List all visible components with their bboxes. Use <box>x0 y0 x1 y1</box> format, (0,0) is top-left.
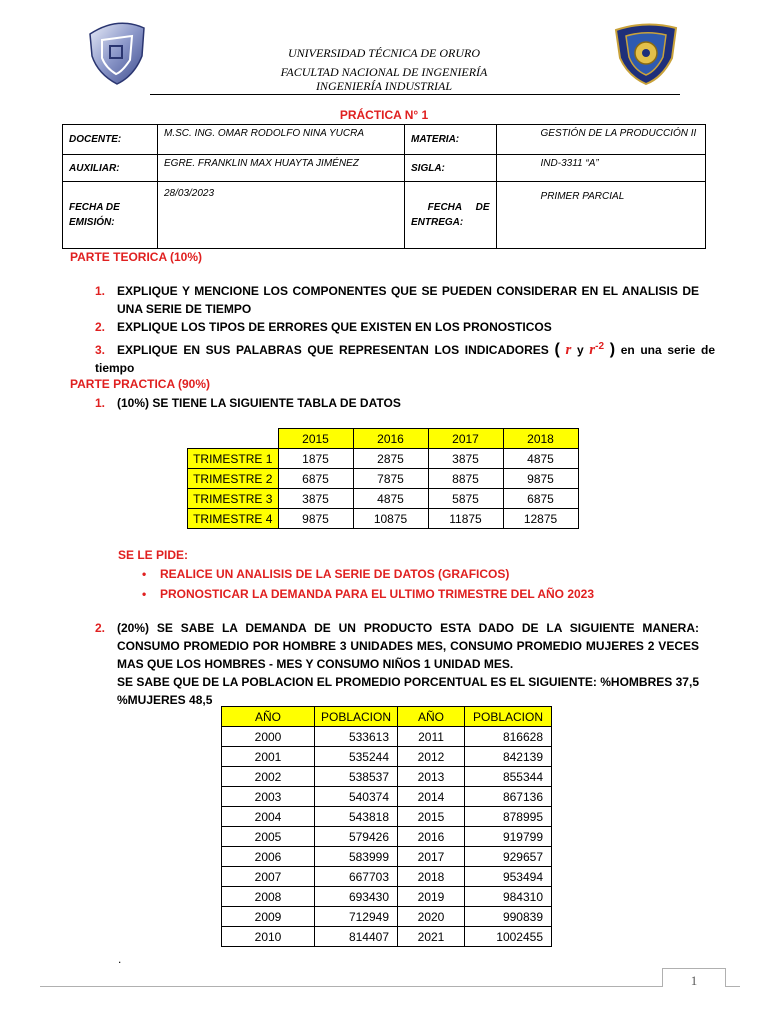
university-name: UNIVERSIDAD TÉCNICA DE ORURO <box>287 46 481 60</box>
table-cell: 842139 <box>465 747 552 767</box>
table-cell: 9875 <box>503 469 578 489</box>
table-cell: 855344 <box>465 767 552 787</box>
table-cell: 2008 <box>222 887 315 907</box>
practice-question-1: 1. (10%) SE TIENE LA SIGUIENTE TABLA DE DATOS <box>95 396 401 410</box>
quarter-label: TRIMESTRE 1 <box>188 449 279 469</box>
table-cell: 3875 <box>278 489 353 509</box>
table-row <box>188 509 579 529</box>
docente-label: DOCENTE: <box>63 125 158 155</box>
table-cell: 6875 <box>503 489 578 509</box>
table-cell: 9875 <box>278 509 353 529</box>
header-divider <box>150 94 680 95</box>
table-row <box>188 469 579 489</box>
table-cell: 540374 <box>315 787 398 807</box>
year-header: AÑO <box>398 707 465 727</box>
table-cell: 929657 <box>465 847 552 867</box>
table-cell: 2014 <box>398 787 465 807</box>
practice-section-title: PARTE PRACTICA (90%) <box>70 377 211 391</box>
table-cell: 2001 <box>222 747 315 767</box>
table-corner <box>188 429 279 449</box>
table-cell: 2007 <box>222 867 315 887</box>
page-number-box <box>662 968 726 987</box>
table-cell: 1875 <box>278 449 353 469</box>
requirements-title: SE LE PIDE: <box>118 548 189 562</box>
table-cell: 867136 <box>465 787 552 807</box>
table-cell: 543818 <box>315 807 398 827</box>
page-title: PRÁCTICA N° 1 <box>339 108 429 122</box>
table-cell: 583999 <box>315 847 398 867</box>
table-cell: 878995 <box>465 807 552 827</box>
table-cell: 2018 <box>398 867 465 887</box>
stray-dot: . <box>118 952 122 966</box>
career-name: INGENIERÍA INDUSTRIAL <box>315 79 453 93</box>
table-cell: 814407 <box>315 927 398 947</box>
table-cell: 2875 <box>353 449 428 469</box>
year-header: AÑO <box>222 707 315 727</box>
table-row <box>188 449 579 469</box>
table-cell: 919799 <box>465 827 552 847</box>
footer-divider <box>40 986 740 987</box>
theory-question-3: 3. EXPLIQUE EN SUS PALABRAS QUE REPRESENTAN LOS INDICADORES ( r y $r^{-2}$ ) en una serie de tiempo <box>95 341 715 375</box>
table-cell: 2017 <box>398 847 465 867</box>
requirements-list <box>142 564 594 604</box>
table-row <box>222 907 552 927</box>
table-cell: 667703 <box>315 867 398 887</box>
table-cell: 6875 <box>278 469 353 489</box>
table-cell: 2021 <box>398 927 465 947</box>
table-cell: 5875 <box>428 489 503 509</box>
table-row <box>222 727 552 747</box>
table-cell: 953494 <box>465 867 552 887</box>
theory-question-1: 1. EXPLIQUE Y MENCIONE LOS COMPONENTES QUE SE PUEDEN CONSIDERAR EN EL ANALISIS DE UNA SERIE DE TIEMPO <box>95 284 699 316</box>
table-cell: 12875 <box>503 509 578 529</box>
table-cell: 984310 <box>465 887 552 907</box>
table-row <box>222 867 552 887</box>
course-info-table <box>62 124 706 249</box>
table-cell: 533613 <box>315 727 398 747</box>
table-cell: 2003 <box>222 787 315 807</box>
table-row <box>222 927 552 947</box>
auxiliar-label: AUXILIAR: <box>63 155 158 182</box>
quarter-label: TRIMESTRE 3 <box>188 489 279 509</box>
table-row <box>222 887 552 907</box>
quarterly-data-table <box>187 428 579 529</box>
table-cell: 816628 <box>465 727 552 747</box>
table-cell: 990839 <box>465 907 552 927</box>
year-header: 2017 <box>428 429 503 449</box>
docente-value: M.SC. ING. OMAR RODOLFO NINA YUCRA <box>158 125 405 155</box>
table-row <box>222 847 552 867</box>
table-cell: 693430 <box>315 887 398 907</box>
table-row <box>222 827 552 847</box>
table-cell: 2010 <box>222 927 315 947</box>
faculty-name: FACULTAD NACIONAL DE INGENIERÍA <box>280 65 488 79</box>
table-cell: 2013 <box>398 767 465 787</box>
quarter-label: TRIMESTRE 2 <box>188 469 279 489</box>
table-cell: 2000 <box>222 727 315 747</box>
table-cell: 1002455 <box>465 927 552 947</box>
table-cell: 2020 <box>398 907 465 927</box>
table-cell: 11875 <box>428 509 503 529</box>
population-header: POBLACION <box>465 707 552 727</box>
population-table <box>221 706 552 947</box>
theory-question-2: 2. EXPLIQUE LOS TIPOS DE ERRORES QUE EXISTEN EN LOS PRONOSTICOS <box>95 320 552 334</box>
page-number: 1 <box>690 973 698 988</box>
theory-section-title: PARTE TEORICA (10%) <box>70 250 203 264</box>
table-cell: 2002 <box>222 767 315 787</box>
table-cell: 538537 <box>315 767 398 787</box>
table-row <box>222 787 552 807</box>
table-row <box>188 489 579 509</box>
list-item: • REALICE UN ANALISIS DE LA SERIE DE DATOS (GRAFICOS) <box>142 567 510 581</box>
table-cell: 4875 <box>503 449 578 469</box>
list-item: • PRONOSTICAR LA DEMANDA PARA EL ULTIMO TRIMESTRE DEL AÑO 2023 <box>142 587 595 601</box>
emision-value: 28/03/2023 <box>158 182 405 249</box>
table-cell: 10875 <box>353 509 428 529</box>
table-cell: 2009 <box>222 907 315 927</box>
population-header: POBLACION <box>315 707 398 727</box>
materia-label: MATERIA: <box>405 125 497 155</box>
table-cell: 2016 <box>398 827 465 847</box>
auxiliar-value: EGRE. FRANKLIN MAX HUAYTA JIMÉNEZ <box>158 155 405 182</box>
entrega-label: FECHA DE ENTREGA: <box>405 182 497 249</box>
table-cell: 2012 <box>398 747 465 767</box>
materia-value: GESTIÓN DE LA PRODUCCIÓN II <box>496 125 705 155</box>
table-cell: 535244 <box>315 747 398 767</box>
practice-question-2: 2. (20%) SE SABE LA DEMANDA DE UN PRODUCTO ESTA DADO DE LA SIGUIENTE MANERA: CONSUMO PROMEDIO POR HOMBRE 3 UNIDADES MES, CONSUMO PROMEDIO MUJERES 2 VECES MAS QUE LOS HOMBRES - MES Y CONSUMO NIÑOS 1 UNIDAD MES. SE SABE QUE DE LA POBLACION EL PROMEDIO PORCENTUAL ES EL SIGUIENTE: %HOMBRES 37,5 %MUJERES 48,5 <box>95 621 699 707</box>
table-cell: 2019 <box>398 887 465 907</box>
year-header: 2016 <box>353 429 428 449</box>
table-cell: 2004 <box>222 807 315 827</box>
table-cell: 4875 <box>353 489 428 509</box>
emision-label: FECHA DE EMISIÓN: <box>63 182 158 249</box>
entrega-value: PRIMER PARCIAL <box>496 182 705 249</box>
table-cell: 3875 <box>428 449 503 469</box>
table-cell: 8875 <box>428 469 503 489</box>
sigla-label: SIGLA: <box>405 155 497 182</box>
table-row <box>222 767 552 787</box>
quarter-label: TRIMESTRE 4 <box>188 509 279 529</box>
table-row <box>222 807 552 827</box>
table-cell: 579426 <box>315 827 398 847</box>
year-header: 2018 <box>503 429 578 449</box>
table-cell: 2015 <box>398 807 465 827</box>
table-cell: 2011 <box>398 727 465 747</box>
table-row <box>222 747 552 767</box>
table-cell: 2006 <box>222 847 315 867</box>
sigla-value: IND-3311 “A” <box>496 155 705 182</box>
table-cell: 712949 <box>315 907 398 927</box>
year-header: 2015 <box>278 429 353 449</box>
table-cell: 2005 <box>222 827 315 847</box>
table-cell: 7875 <box>353 469 428 489</box>
